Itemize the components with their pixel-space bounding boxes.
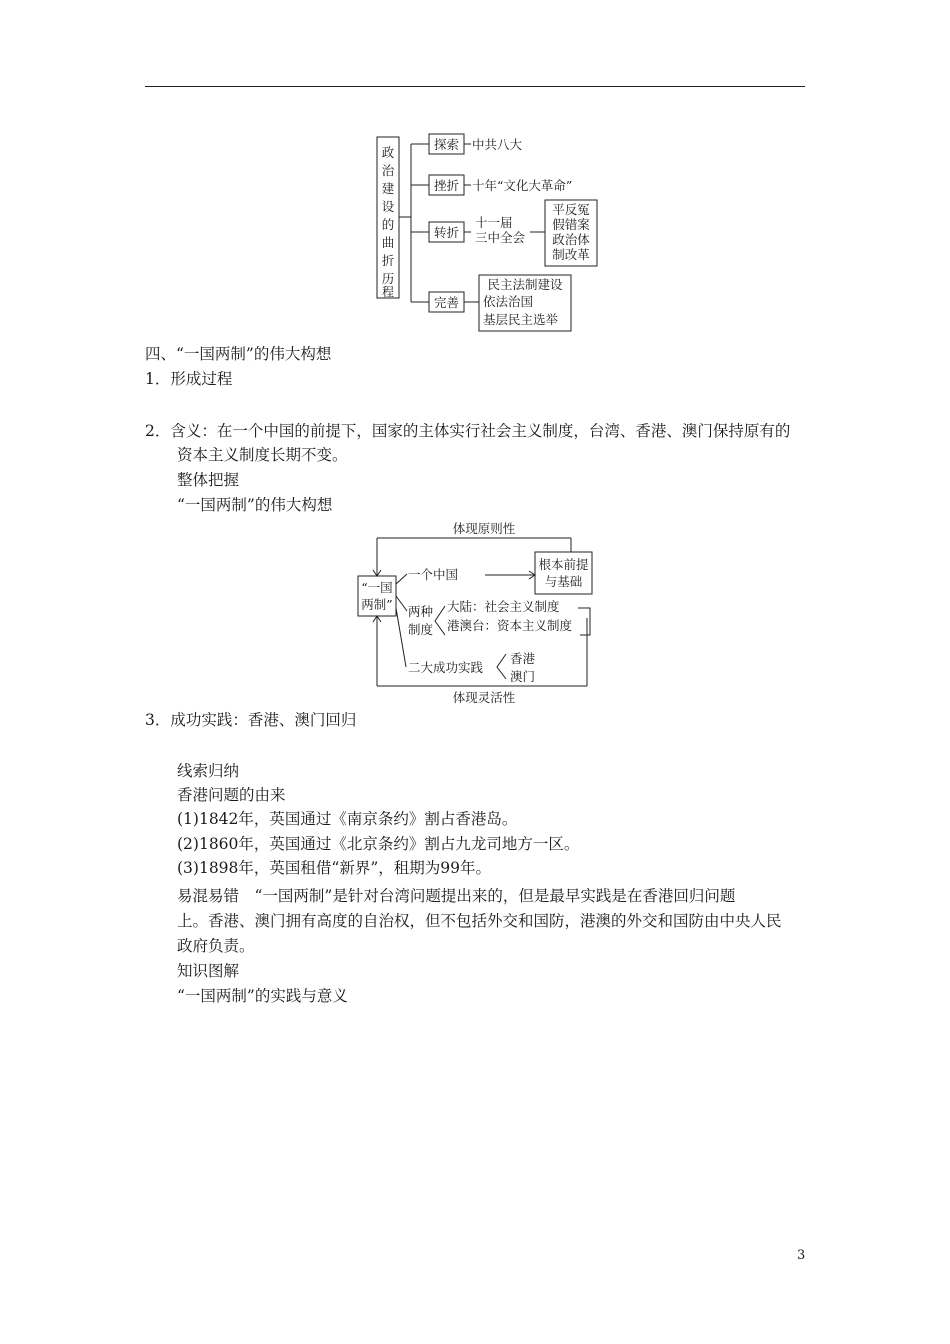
outcome-line: 假错案 — [552, 217, 590, 232]
stage-explore-detail: 中共八大 — [472, 137, 523, 152]
root-char: 历 — [381, 271, 395, 286]
clues-title: 香港问题的由来 — [177, 786, 286, 804]
clue-item: (2)1860年，英国通过《北京条约》割占九龙司地方一区。 — [177, 835, 580, 853]
overall-title: “一国两制”的伟大构想 — [177, 496, 333, 514]
clues-label: 线索归纳 — [177, 762, 240, 780]
political-development-diagram — [370, 130, 610, 335]
confusion-line-3: 政府负责。 — [177, 937, 255, 955]
item-practice: 3．成功实践：香港、澳门回归 — [145, 711, 357, 729]
outcome-line: 政治体 — [552, 232, 590, 247]
stage-setback-detail: 十年“文化大革命” — [472, 178, 573, 193]
root-char: 曲 — [381, 235, 395, 250]
root-char: 折 — [381, 253, 395, 268]
stage-turn-detail-2: 三中全会 — [475, 230, 526, 245]
root-char: 政 — [381, 145, 395, 160]
root-char: 建 — [381, 181, 395, 196]
improve-item: 民主法制建设 — [487, 277, 563, 292]
knowledge-title: “一国两制”的实践与意义 — [177, 987, 348, 1005]
foundation-line-2: 与基础 — [544, 574, 583, 589]
confusion-line-1: 易混易错 “一国两制”是针对台湾问题提出来的，但是最早实践是在香港回归问题 — [177, 887, 736, 905]
outcome-line: 制改革 — [552, 247, 590, 262]
item-formation: 1．形成过程 — [145, 370, 233, 388]
knowledge-label: 知识图解 — [177, 962, 240, 980]
confusion-line-2: 上。香港、澳门拥有高度的自治权，但不包括外交和国防，港澳的外交和国防由中央人民 — [177, 912, 782, 930]
item-meaning-line2: 资本主义制度长期不变。 — [177, 446, 348, 464]
page-number: 3 — [797, 1248, 806, 1263]
clue-item: (1)1842年，英国通过《南京条约》割占香港岛。 — [177, 810, 518, 828]
successful-practice: 二大成功实践 — [408, 660, 484, 675]
improve-item: 基层民主选举 — [483, 312, 559, 327]
root-char: 的 — [381, 217, 395, 232]
root-char: 治 — [381, 163, 395, 178]
stage-improve: 完善 — [433, 295, 460, 310]
overall-label: 整体把握 — [177, 471, 240, 489]
diagram1-root-label — [382, 145, 395, 299]
one-china: 一个中国 — [408, 567, 459, 582]
clue-item: (3)1898年，英国租借“新界”，租期为99年。 — [177, 859, 491, 877]
stage-turn: 转折 — [433, 225, 460, 240]
stage-setback: 挫折 — [433, 178, 460, 193]
section-heading: 四、“一国两制”的伟大构想 — [145, 345, 332, 363]
stage-explore: 探索 — [433, 137, 460, 152]
outcome-line: 平反冤 — [552, 202, 590, 217]
center-line-1: “一国 — [361, 580, 393, 595]
practice-macau: 澳门 — [510, 669, 536, 684]
two-systems-line-2: 制度 — [408, 622, 434, 637]
root-char: 设 — [381, 199, 395, 214]
improve-item: 依法治国 — [483, 294, 534, 309]
stage-turn-detail-1: 十一届 — [475, 215, 513, 230]
one-country-two-systems-diagram — [350, 518, 610, 708]
header-rule — [145, 86, 805, 87]
hk-macau-taiwan-system: 港澳台：资本主义制度 — [447, 618, 573, 633]
root-char: 程 — [381, 285, 395, 299]
center-line-2: 两制” — [361, 597, 393, 612]
practice-hong-kong: 香港 — [510, 651, 536, 666]
principle-label: 体现原则性 — [452, 521, 516, 536]
two-systems-line-1: 两种 — [408, 604, 434, 619]
foundation-line-1: 根本前提 — [538, 557, 589, 572]
item-meaning-line1: 2．含义：在一个中国的前提下，国家的主体实行社会主义制度，台湾、香港、澳门保持原有的 — [145, 422, 791, 440]
flexibility-label: 体现灵活性 — [452, 690, 516, 705]
mainland-system: 大陆：社会主义制度 — [447, 599, 560, 614]
